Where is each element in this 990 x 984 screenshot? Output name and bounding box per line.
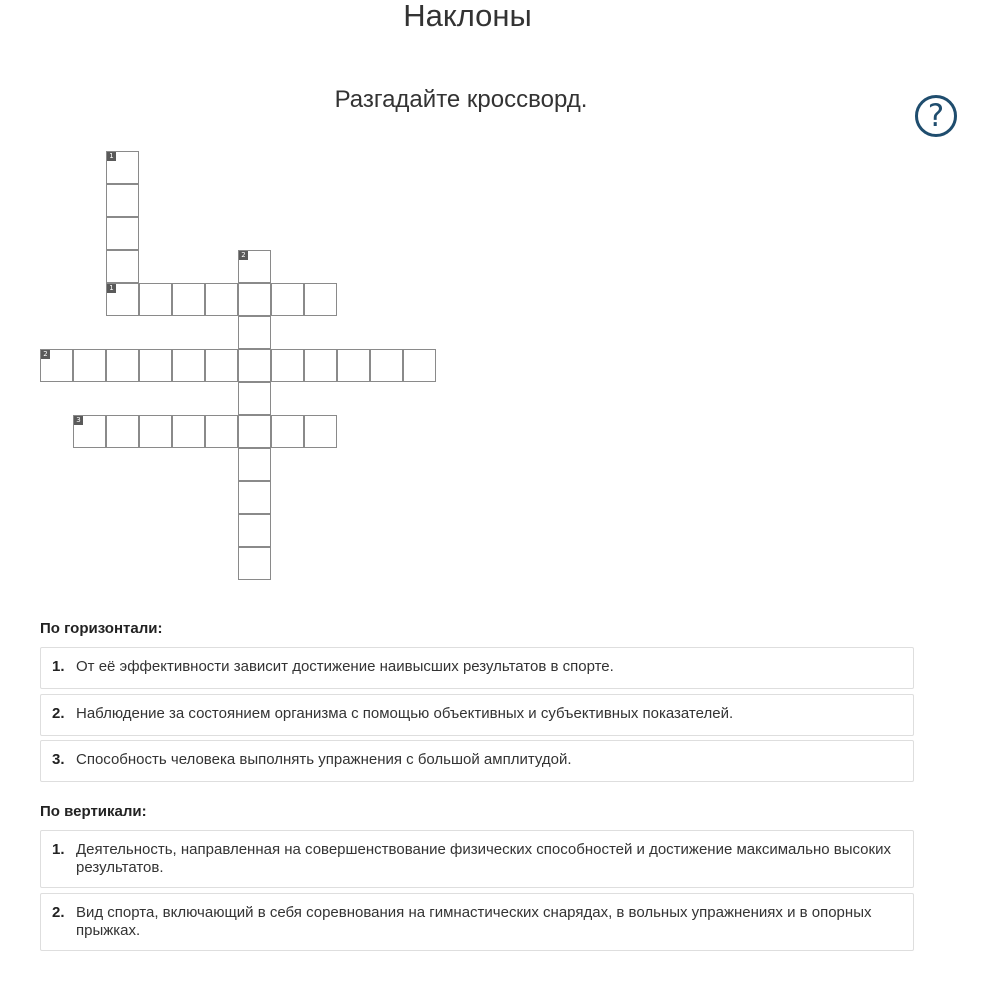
cell-clue-number: 1 bbox=[107, 284, 116, 293]
crossword-cell[interactable] bbox=[238, 283, 271, 316]
crossword-cell[interactable] bbox=[106, 217, 139, 250]
cell-clue-number: 2 bbox=[239, 251, 248, 260]
cell-clue-number: 3 bbox=[74, 416, 83, 425]
crossword-cell[interactable] bbox=[271, 349, 304, 382]
crossword-cell[interactable] bbox=[205, 415, 238, 448]
across-clue-2 bbox=[40, 694, 914, 736]
help-icon[interactable]: ? bbox=[915, 95, 957, 137]
crossword-cell[interactable] bbox=[238, 514, 271, 547]
crossword-cell[interactable] bbox=[238, 382, 271, 415]
crossword-cell[interactable] bbox=[238, 250, 271, 283]
crossword-cell[interactable] bbox=[106, 250, 139, 283]
clue-number: 2. bbox=[52, 705, 65, 722]
crossword-cell[interactable] bbox=[238, 316, 271, 349]
crossword-cell[interactable] bbox=[304, 283, 337, 316]
crossword-cell[interactable] bbox=[271, 283, 304, 316]
clue-number: 1. bbox=[52, 841, 65, 858]
crossword-cell[interactable] bbox=[370, 349, 403, 382]
crossword-cell[interactable] bbox=[238, 349, 271, 382]
crossword-cell[interactable] bbox=[40, 349, 73, 382]
crossword-cell[interactable] bbox=[106, 184, 139, 217]
crossword-cell[interactable] bbox=[304, 349, 337, 382]
across-heading: По горизонтали: bbox=[40, 620, 163, 637]
crossword-cell[interactable] bbox=[139, 415, 172, 448]
cell-clue-number: 1 bbox=[107, 152, 116, 161]
cell-clue-number: 2 bbox=[41, 350, 50, 359]
clue-text: Деятельность, направленная на совершенствование физических способностей и достижение максимально высоких результатов. bbox=[76, 841, 891, 876]
crossword-cell[interactable] bbox=[238, 448, 271, 481]
crossword-cell[interactable] bbox=[271, 415, 304, 448]
down-clue-1 bbox=[40, 830, 914, 888]
crossword-cell[interactable] bbox=[403, 349, 436, 382]
crossword-cell[interactable] bbox=[139, 349, 172, 382]
crossword-cell[interactable] bbox=[205, 349, 238, 382]
instruction-text: Разгадайте кроссворд. bbox=[334, 86, 588, 113]
clue-text: Наблюдение за состоянием организма с помощью объективных и субъективных показателей. bbox=[76, 705, 734, 722]
crossword-cell[interactable] bbox=[172, 349, 205, 382]
crossword-cell[interactable] bbox=[106, 151, 139, 184]
crossword-cell[interactable] bbox=[238, 481, 271, 514]
crossword-cell[interactable] bbox=[304, 415, 337, 448]
crossword-cell[interactable] bbox=[172, 415, 205, 448]
crossword-cell[interactable] bbox=[337, 349, 370, 382]
page-title: Наклоны bbox=[403, 0, 532, 33]
clue-number: 2. bbox=[52, 904, 65, 921]
crossword-cell[interactable] bbox=[172, 283, 205, 316]
down-heading: По вертикали: bbox=[40, 803, 147, 820]
crossword-cell[interactable] bbox=[139, 283, 172, 316]
clue-number: 1. bbox=[52, 658, 65, 675]
clue-text: Вид спорта, включающий в себя соревнования на гимнастических снарядах, в вольных упражнениях и в опорных прыжках. bbox=[76, 904, 872, 939]
crossword-cell[interactable] bbox=[73, 415, 106, 448]
down-clue-2 bbox=[40, 893, 914, 951]
clue-text: От её эффективности зависит достижение наивысших результатов в спорте. bbox=[76, 658, 614, 675]
clue-text: Способность человека выполнять упражнения с большой амплитудой. bbox=[76, 751, 572, 768]
crossword-cell[interactable] bbox=[106, 415, 139, 448]
clue-number: 3. bbox=[52, 751, 65, 768]
crossword-cell[interactable] bbox=[73, 349, 106, 382]
crossword-cell[interactable] bbox=[238, 547, 271, 580]
crossword-cell[interactable] bbox=[106, 349, 139, 382]
crossword-cell[interactable] bbox=[205, 283, 238, 316]
across-clue-3 bbox=[40, 740, 914, 782]
across-clue-1 bbox=[40, 647, 914, 689]
crossword-cell[interactable] bbox=[238, 415, 271, 448]
crossword-cell[interactable] bbox=[106, 283, 139, 316]
